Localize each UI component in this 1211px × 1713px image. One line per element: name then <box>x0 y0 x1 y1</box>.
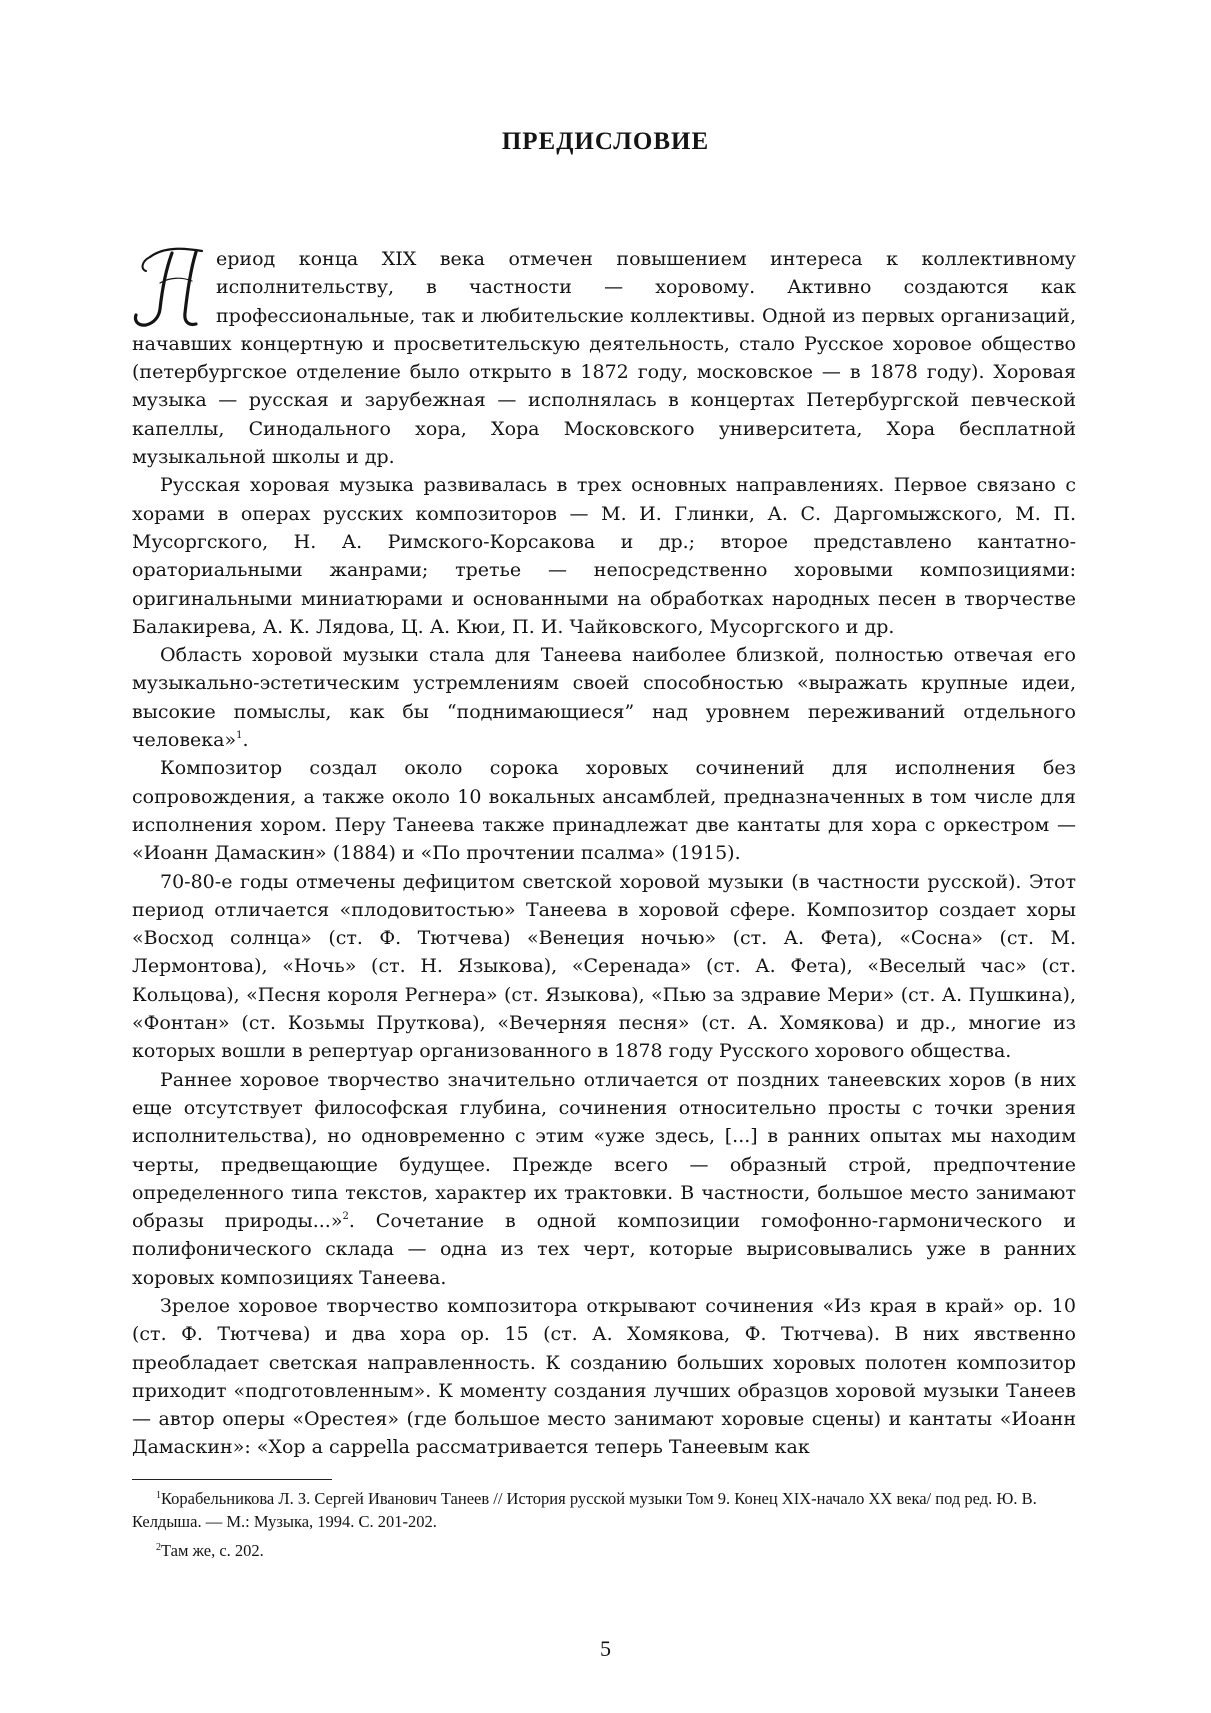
paragraph-2: Русская хоровая музыка развивалась в трех основных направлениях. Первое связано с хорами в операх русских композиторов — М. И. Глинки, А. С. Даргомыжского, М. П. Мусоргского, Н. А. Римского-Корсакова и др.; второе представлено кантатно-ораториальными жанрами; третье — непосредственно хоровыми композициями: оригинальными миниатюрами и основанными на обработках народных песен в творчестве Балакирева, А. К. Лядова, Ц. А. Кюи, П. И. Чайковского, Мусоргского и др. <box>132 474 1076 638</box>
paragraph-5: 70-80-е годы отмечены дефицитом светской хоровой музыки (в частности русской). Этот период отличается «плодовитостью» Танеева в хоровой сфере. Композитор создает хоры «Восход солнца» (ст. Ф. Тютчева) «Венеция ночью» (ст. А. Фета), «Сосна» (ст. М. Лермонтова), «Ночь» (ст. Н. Языкова), «Серенада» (ст. А. Фета), «Веселый час» (ст. Кольцова), «Песня короля Регнера» (ст. Языкова), «Пью за здравие Мери» (ст. А. Пушкина), «Фонтан» (ст. Козьмы Пруткова), «Вечерняя песня» (ст. А. Хомякова) и др., многие из которых вошли в репертуар организованного в 1878 году Русского хорового общества. <box>132 870 1076 1063</box>
footnote-1-text: Корабельникова Л. З. Сергей Иванович Танеев // История русской музыки Том 9. Конец XIX-начало XX века/ под ред. Ю. В. Келдыша. — М.: Музыка, 1994. С. 201-202. <box>132 1489 1037 1531</box>
footnote-mark-1: 1 <box>156 1490 161 1501</box>
footnote-1 <box>132 1487 1076 1533</box>
page-number: 5 <box>600 1636 611 1661</box>
drop-cap-initial <box>132 247 204 329</box>
paragraph-3-tail: . <box>242 729 249 752</box>
footnote-divider <box>132 1479 332 1480</box>
footnote-2-text: Там же, с. 202. <box>161 1541 264 1560</box>
footnote-2 <box>132 1539 1076 1562</box>
footnotes <box>132 1487 1076 1568</box>
body-text <box>132 245 1076 1462</box>
footnote-ref-1[interactable]: 1 <box>236 730 243 742</box>
footnote-ref-2[interactable]: 2 <box>342 1211 349 1223</box>
paragraph-6 <box>132 1066 1076 1292</box>
footnote-mark-2: 2 <box>156 1542 161 1553</box>
paragraph-6-tail: . Сочетание в одной композиции гомофонно-гармонического и полифонического склада — одна из тех черт, которые вырисовывались уже в ранних хоровых композициях Танеева. <box>132 1210 1076 1289</box>
paragraph-6-text: Раннее хоровое творчество значительно отличается от поздних танеевских хоров (в них еще отсутствует философская глубина, сочинения относительно просты с точки зрения исполнительства), но одновременно с этим «уже здесь, [...] в ранних опытах мы находим черты, предвещающие будущее. Прежде всего — образный строй, предпочтение определенного типа текстов, характер их трактовки. В частности, большое место занимают образы природы...» <box>132 1068 1076 1233</box>
paragraph-1-text: ериод конца XIX века отмечен повышением интереса к коллективному исполнительству, в частности — хоровому. Активно создаются как профессиональные, так и любительские коллективы. Одной из первых организаций, начавших концертную и просветительскую деятельность, стало Русское хоровое общество (петербургское отделение было открыто в 1872 году, московское — в 1878 году). Хоровая музыка — русская и зарубежная — исполнялась в концертах Петербургской певческой капеллы, Синодального хора, Хора Московского университета, Хора бесплатной музыкальной школы и др. <box>132 248 1076 469</box>
paragraph-3-text: Область хоровой музыки стала для Танеева наиболее близкой, полностью отвечая его музыкально-эстетическим устремлениям своей способностью «выражать крупные идеи, высокие помыслы, как бы “поднимающиеся” над уровнем переживаний отдельного человека» <box>132 644 1076 752</box>
page-title: ПРЕДИСЛОВИЕ <box>501 128 710 155</box>
paragraph-4: Композитор создал около сорока хоровых сочинений для исполнения без сопровождения, а также около 10 вокальных ансамблей, предназначенных в том числе для исполнения хором. Перу Танеева также принадлежат две кантаты для хора с оркестром — «Иоанн Дамаскин» (1884) и «По прочтении псалма» (1915). <box>132 757 1076 865</box>
paragraph-7: Зрелое хоровое творчество композитора открывают сочинения «Из края в край» ор. 10 (ст. Ф. Тютчева) и два хора ор. 15 (ст. А. Хомякова, Ф. Тютчева). В них явственно преобладает светская направленность. К созданию больших хоровых полотен композитор приходит «подготовленным». К моменту создания лучших образцов хоровой музыки Танеев — автор оперы «Орестея» (где большое место занимают хоровые сцены) и кантаты «Иоанн Дамаскин»: «Хор a cappella рассматривается теперь Танеевым как <box>132 1294 1076 1459</box>
paragraph-3 <box>132 641 1076 754</box>
paragraph-1 <box>132 245 1076 471</box>
